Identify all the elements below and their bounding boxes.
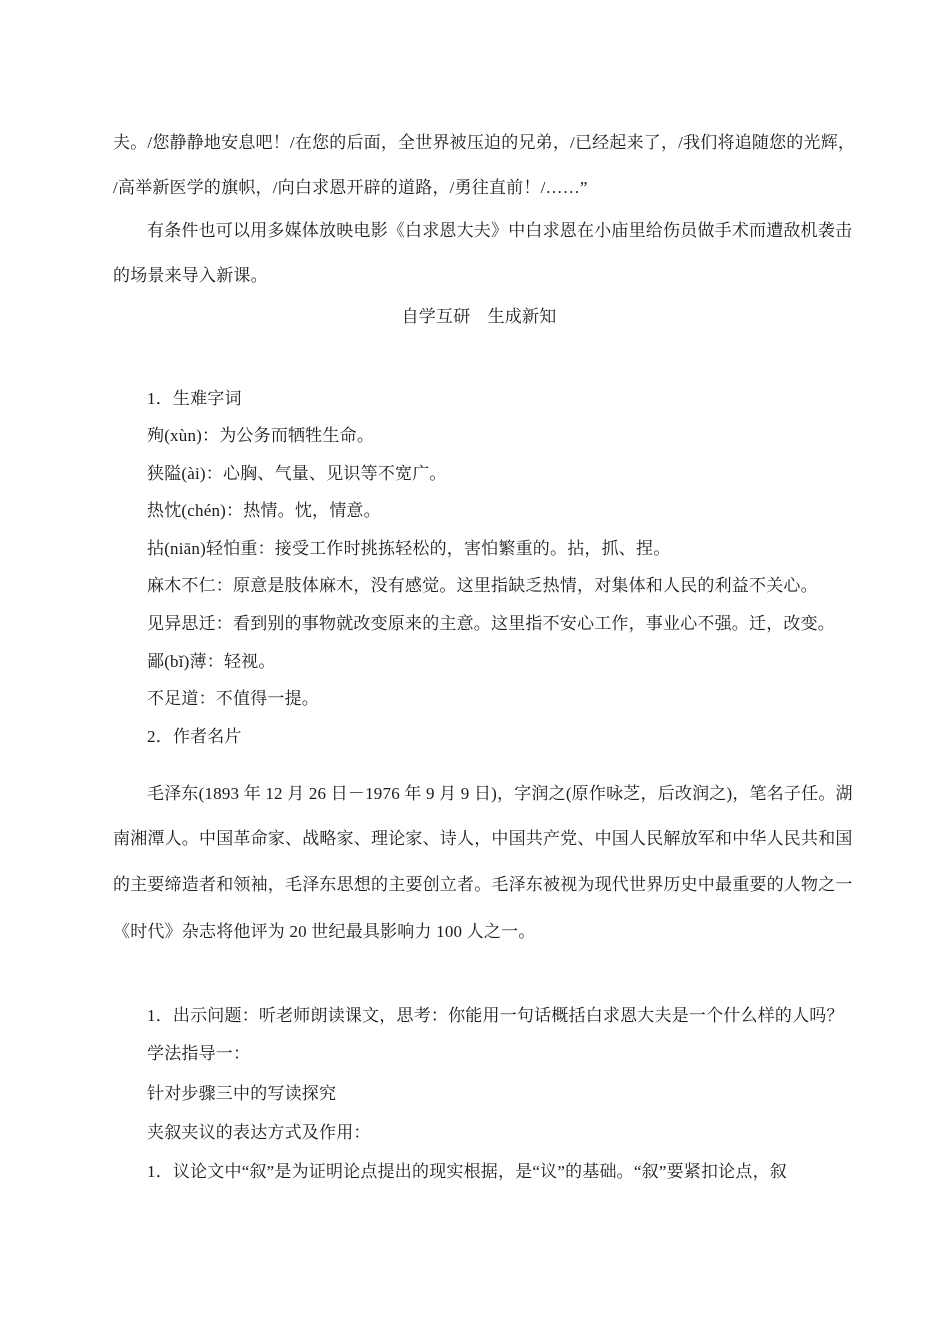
- poem-line: /高举新医学的旗帜，/向白求恩开辟的道路，/勇往直前！/……”: [113, 178, 588, 197]
- section-heading: 自学互研 生成新知: [401, 307, 557, 326]
- vocab-entry: 拈(niān)轻怕重：接受工作时挑拣轻松的，害怕繁重的。拈，抓、捏。: [147, 539, 671, 558]
- author-bio-line: 《时代》杂志将他评为 20 世纪最具影响力 100 人之一。: [113, 922, 536, 941]
- intro-paragraph-line: 的场景来导入新课。: [113, 266, 268, 285]
- vocab-entry: 不足道：不值得一提。: [147, 689, 319, 708]
- vocab-entry: 鄙(bǐ)薄：轻视。: [147, 652, 276, 671]
- author-section-title: 2．作者名片: [147, 727, 242, 746]
- study-guide-line: 夹叙夹议的表达方式及作用：: [147, 1123, 371, 1142]
- poem-line: 夫。/您静静地安息吧！/在您的后面，全世界被压迫的兄弟，/已经起来了，/我们将追随您的光辉，: [113, 133, 856, 152]
- vocab-entry: 热忱(chén)：热情。忱，情意。: [147, 501, 381, 520]
- author-bio-line: 南湘潭人。中国革命家、战略家、理论家、诗人，中国共产党、中国人民解放军和中华人民共和国: [113, 829, 853, 848]
- author-bio-line: 毛泽东(1893 年 12 月 26 日－1976 年 9 月 9 日)，字润之(原作咏芝，后改润之)，笔名子任。湖: [147, 784, 853, 803]
- task-question-line: 1．出示问题：听老师朗读课文，思考：你能用一句话概括白求恩大夫是一个什么样的人吗？: [147, 1006, 844, 1025]
- study-guide-line: 针对步骤三中的写读探究: [147, 1084, 337, 1103]
- vocab-entry: 见异思迁：看到别的事物就改变原来的主意。这里指不安心工作，事业心不强。迁，改变。: [147, 614, 835, 633]
- intro-paragraph-line: 有条件也可以用多媒体放映电影《白求恩大夫》中白求恩在小庙里给伤员做手术而遭敌机袭击: [147, 221, 853, 240]
- vocab-entry: 麻木不仁：原意是肢体麻木，没有感觉。这里指缺乏热情，对集体和人民的利益不关心。: [147, 576, 818, 595]
- discussion-point-line: 1．议论文中“叙”是为证明论点提出的现实根据，是“议”的基础。“叙”要紧扣论点，叙: [147, 1162, 787, 1181]
- vocab-section-title: 1．生难字词: [147, 389, 242, 408]
- vocab-entry: 殉(xùn)：为公务而牺牲生命。: [147, 426, 375, 445]
- author-bio-line: 的主要缔造者和领袖，毛泽东思想的主要创立者。毛泽东被视为现代世界历史中最重要的人物之一: [113, 875, 853, 894]
- vocab-entry: 狭隘(ài)：心胸、气量、见识等不宽广。: [147, 464, 447, 483]
- study-guide-title: 学法指导一：: [147, 1044, 251, 1063]
